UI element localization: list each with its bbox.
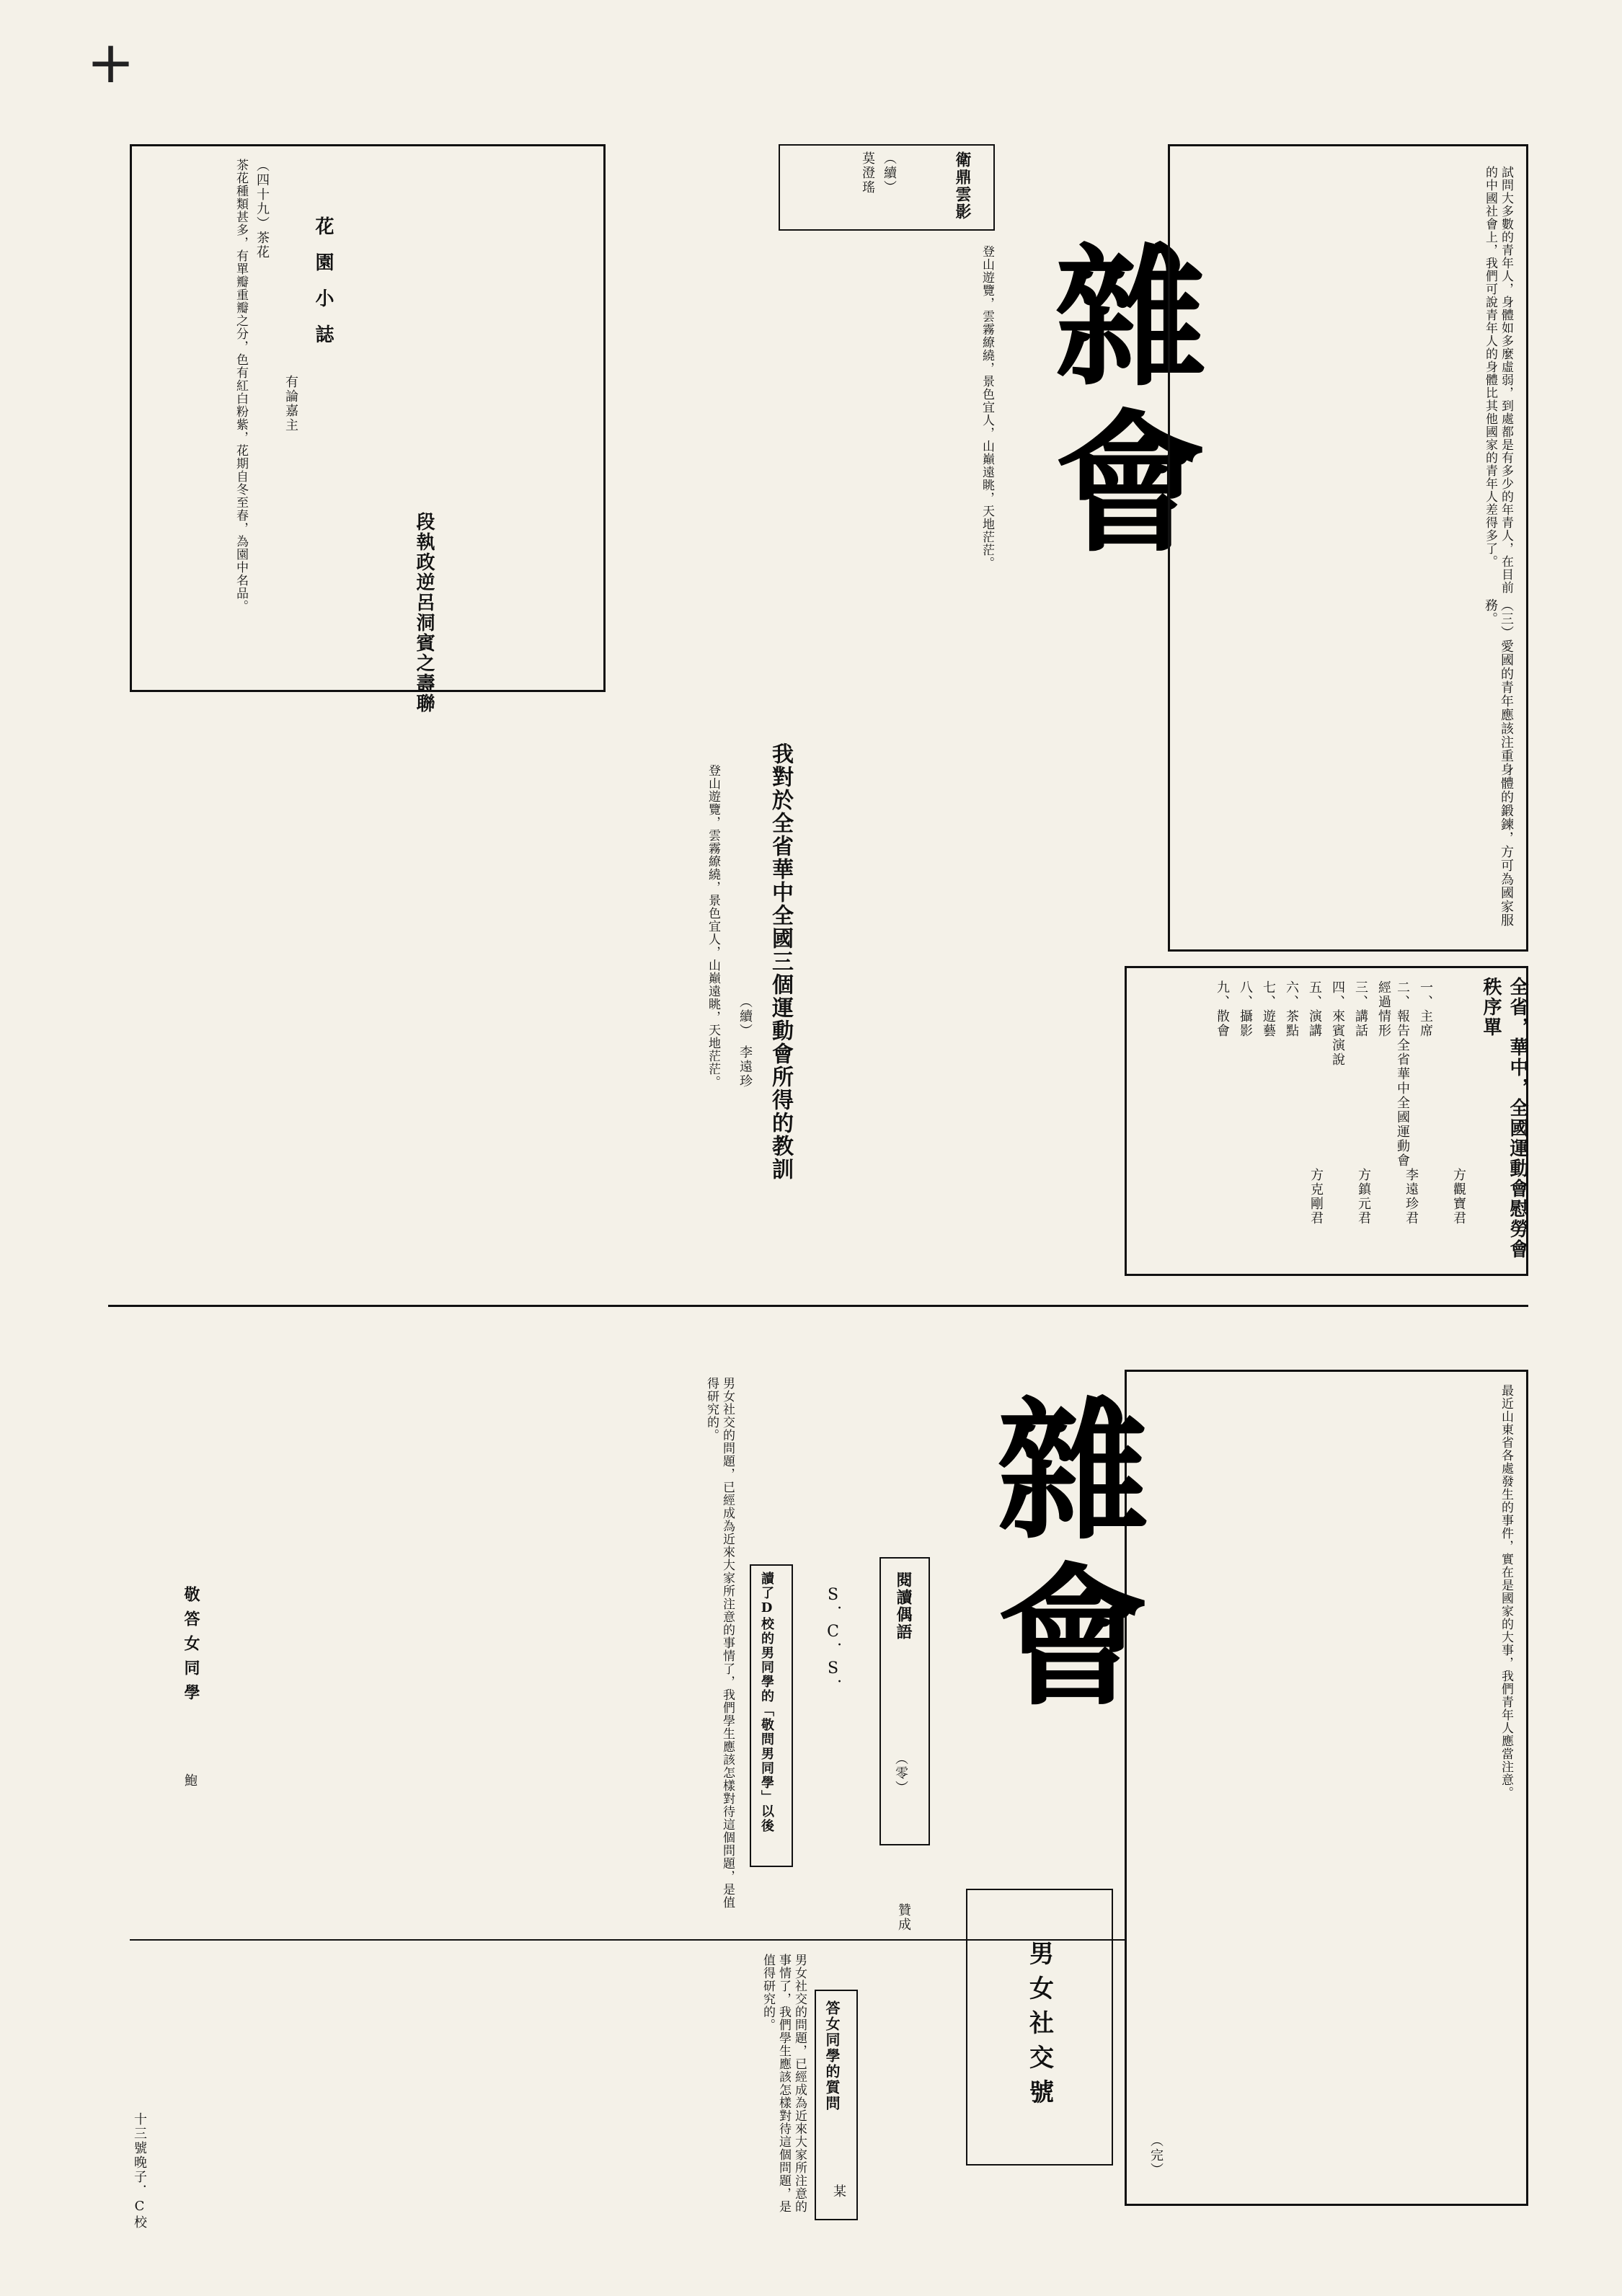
schedule-names — [1146, 1168, 1420, 1269]
letter-head: 讀了D校的男同學的「敬問男同學」以後 — [759, 1572, 774, 1833]
bottom-right-text — [1139, 1384, 1514, 2191]
bottom-body-paragraph-2: 男女社交的問題，已經成為近來大家所注意的事情了，我們學生應該怎樣對待這個問題，是值得研究的。 — [761, 1954, 807, 2213]
flower-text — [141, 159, 249, 678]
bottom-masthead-title: 雜會 — [972, 1391, 1150, 1723]
top-masthead-title: 雜會 — [1029, 238, 1207, 569]
teach-body — [130, 764, 721, 1269]
top-center-paragraph: 登山遊覽，雲霧繚繞，景色宜人，山巔遠眺，天地茫茫。 — [980, 245, 994, 569]
duan-title: 段執政逆呂洞賓之壽聯 — [413, 512, 435, 714]
schedule-name: 方克剛君 — [1308, 1168, 1324, 1225]
answer-sign: 十三號晚子．C校 — [132, 2112, 147, 2230]
bottom-body-upper — [130, 1377, 735, 1910]
series-title: 男女社交號 — [1024, 1941, 1054, 2114]
section-tag-author: 莫澄瑤 — [860, 151, 875, 195]
schedule-item: 八、攝影 — [1238, 980, 1253, 1038]
schedule-item: 三、講話 — [1353, 980, 1368, 1038]
bottom-right-paragraph: 最近山東省各處發生的事件，實在是國家的大事，我們青年人應當注意。 — [1499, 1384, 1513, 1799]
schedule-item: 五、演講 — [1307, 980, 1322, 1038]
schedule-item: 七、遊藝 — [1261, 980, 1276, 1038]
section-tag: 衛鼎雲影 — [953, 151, 972, 221]
reply-head: 敬答女同學 — [182, 1586, 200, 1708]
teach-title: 我對於全省華中全國三個運動會所得的教訓 — [768, 743, 793, 1181]
schedule-list — [1139, 980, 1435, 1168]
bottom-body-paragraph-1: 男女社交的問題，已經成為近來大家所注意的事情了，我們學生應該怎樣對待這個問題，是值得研究的。 — [704, 1377, 735, 1909]
top-right-column-2 — [1182, 598, 1514, 937]
bottom-body-lower — [130, 1954, 807, 2220]
teach-label: （續） — [737, 995, 753, 1038]
teach-paragraph: 登山遊覽，雲霧繚繞，景色宜人，山巔遠眺，天地茫茫。 — [706, 764, 720, 1089]
schedule-author: 方觀寶君 — [1451, 1168, 1466, 1225]
schedule-item: 二、報告全省華中全國運動會經過情形 — [1376, 980, 1410, 1168]
qa-head: 閱讀偶語 — [894, 1572, 913, 1641]
schedule-item: 四、來賓演說 — [1330, 980, 1345, 1067]
series-ornament-frame — [966, 1889, 1113, 2166]
reply-author: 鮑 — [182, 1773, 198, 1788]
flower-paragraph: 茶花種類甚多，有單瓣重瓣之分，色有紅白粉紫，花期自冬至春，為園中名品。 — [234, 159, 248, 613]
schedule-title: 全省，華中，全國運動會慰勞會秩序單 — [1480, 977, 1528, 1259]
answer-head: 答女同學的質問 — [823, 2000, 841, 2111]
flower-title: 花園小誌 — [312, 216, 334, 360]
top-center-text — [548, 245, 995, 577]
middle-divider — [108, 1305, 1528, 1307]
end-mark: （完） — [1148, 2134, 1164, 2177]
teach-author: 李遠珍 — [737, 1045, 753, 1089]
top-right-text-2: （三）愛國的青年應該注重身體的鍛鍊，方可為國家服務。 — [1483, 598, 1514, 927]
schedule-item: 六、茶點 — [1284, 980, 1299, 1038]
top-right-text-1: 試問大多數的青年人，身體如多麼虛弱，到處都是有多少的年青人，在目前的中國社會上，我們可說青年人的身體比其他國家的青年人差得多了。 — [1483, 166, 1513, 594]
answer-author: 某 — [831, 2184, 846, 2199]
schedule-name: 李遠珍君 — [1404, 1168, 1419, 1225]
schedule-item: 一、主席 — [1418, 980, 1433, 1038]
schedule-name: 方鎮元君 — [1356, 1168, 1371, 1225]
flower-number: （四十九）茶花 — [254, 159, 270, 260]
bottom-divider — [130, 1939, 1125, 1941]
sscs-mark: S．C．S． — [824, 1586, 842, 1696]
margin-pen-mark: + — [87, 29, 136, 96]
flower-author: 有論嘉主 — [283, 375, 298, 433]
zan-mark: 贊成 — [896, 1903, 911, 1932]
top-right-column-1 — [1355, 166, 1514, 598]
schedule-item: 九、散會 — [1215, 980, 1230, 1038]
qa-label: （零） — [893, 1752, 908, 1795]
section-tag-label: （續） — [882, 151, 897, 195]
